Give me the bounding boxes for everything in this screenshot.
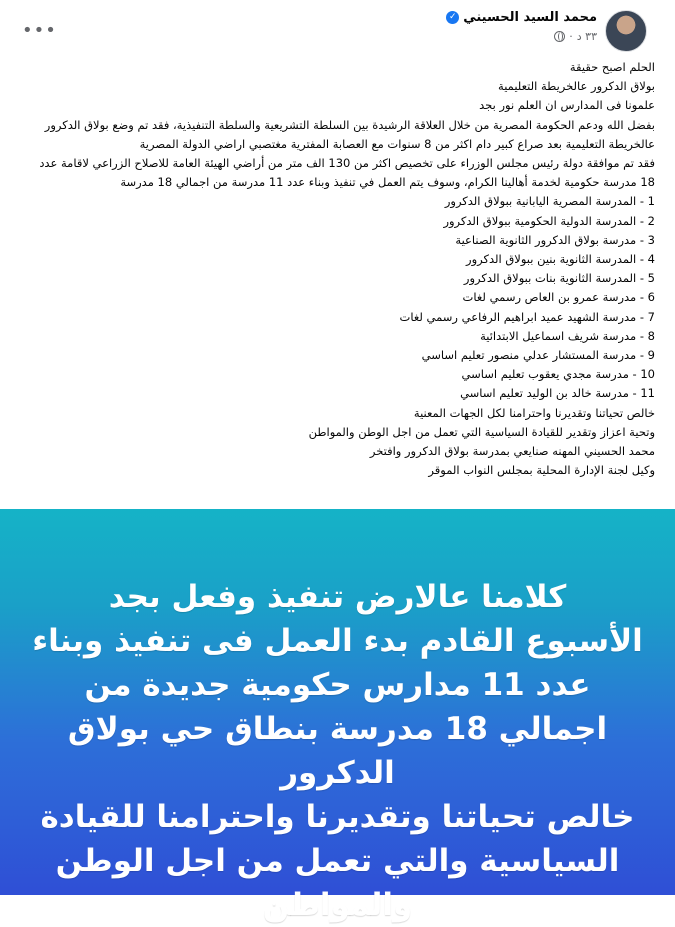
- author-name[interactable]: محمد السيد الحسيني: [463, 10, 597, 25]
- image-text-line: كلامنا عالارض تنفيذ وفعل بجد: [108, 579, 567, 615]
- post-line: وكيل لجنة الإدارة المحلية بمجلس النواب الموقر: [428, 463, 655, 478]
- image-text-line: اجمالي 18 مدرسة بنطاق حي بولاق: [67, 711, 608, 747]
- image-caption: [0, 509, 675, 927]
- post-line: بفضل الله ودعم الحكومة المصرية من خلال العلاقة الرشيدة بين السلطة التشريعية والسلطة التنفيذية، فقد تم وضع بولاق الدكرور: [44, 117, 655, 132]
- image-text-line: خالص تحياتنا وتقديرنا واحترامنا للقيادة: [40, 799, 635, 835]
- post-line: 8 - مدرسة شريف اسماعيل الابتدائية: [480, 328, 655, 343]
- avatar[interactable]: [605, 10, 647, 52]
- post-line: خالص تحياتنا وتقديرنا واحترامنا لكل الجهات المعنية: [413, 405, 655, 420]
- post-time[interactable]: ٣٣ د: [576, 30, 597, 43]
- meta-separator: ·: [569, 30, 573, 43]
- post-line: محمد الحسيني المهنه صنايعي بمدرسة بولاق الدكرور وافتخر: [369, 444, 655, 459]
- post-line: عالخريطة التعليمية بعد صراع كبير دام اكثر من 8 سنوات مع العصابة المفترية مغتصبي اراضي الدولة المصرية: [139, 136, 655, 151]
- post-line: الحلم اصبح حقيقة: [569, 60, 655, 74]
- post-meta: [554, 30, 597, 43]
- post-line: علمونا فى المدارس ان العلم نور بجد: [479, 98, 655, 113]
- post-body: [6, 58, 655, 480]
- post-line: 2 - المدرسة الدولية الحكومية ببولاق الدكرور: [443, 213, 655, 228]
- post-line: 1 - المدرسة المصرية اليابانية ببولاق الدكرور: [444, 194, 655, 209]
- globe-icon[interactable]: [554, 31, 565, 42]
- post-line: 6 - مدرسة عمرو بن العاص رسمي لغات: [462, 290, 655, 305]
- post-line: وتحية اعزاز وتقدير للقيادة السياسية التي تعمل من اجل الوطن والمواطن: [308, 424, 655, 439]
- more-options-icon[interactable]: •••: [22, 20, 57, 41]
- image-text-line: عدد 11 مدارس حكومية جديدة من: [84, 667, 591, 703]
- post-line: 18 مدرسة حكومية لخدمة أهالينا الكرام، وسوف يتم العمل في تنفيذ وبناء عدد 11 مدرسة من اجمالي 18 مدرسة: [120, 175, 655, 190]
- post-line: بولاق الدكرور عالخريطة التعليمية: [498, 79, 655, 94]
- image-text-line: السياسية والتي تعمل من اجل الوطن: [55, 843, 620, 879]
- post-line: 7 - مدرسة الشهيد عميد ابراهيم الرفاعي رسمي لغات: [399, 309, 655, 324]
- post-line: 4 - المدرسة الثانوية بنين ببولاق الدكرور: [466, 252, 655, 267]
- image-text-line: الدكرور: [280, 755, 395, 791]
- post-line: 3 - مدرسة بولاق الدكرور الثانوية الصناعية: [455, 232, 655, 247]
- post-line: فقد تم موافقة دولة رئيس مجلس الوزراء على تخصيص اكثر من 130 الف متر من أراضي الهيئة العامة للاصلاح الزراعي لاقامة عدد: [39, 156, 655, 171]
- author-row: [446, 10, 597, 25]
- post-line: 9 - مدرسة المستشار عدلي منصور تعليم اساسي: [421, 348, 655, 363]
- verified-badge-icon: ✓: [446, 11, 459, 24]
- image-text-line: الأسبوع القادم بدء العمل فى تنفيذ وبناء: [32, 623, 643, 659]
- post-line: 11 - مدرسة خالد بن الوليد تعليم اساسي: [460, 386, 655, 401]
- post-line: 5 - المدرسة الثانوية بنات ببولاق الدكرور: [463, 271, 655, 286]
- post-line: 10 - مدرسة مجدي يعقوب تعليم اساسي: [461, 367, 655, 382]
- post-image[interactable]: [0, 509, 675, 923]
- image-text-line: والمواطن: [262, 887, 413, 923]
- post-header: [0, 8, 647, 52]
